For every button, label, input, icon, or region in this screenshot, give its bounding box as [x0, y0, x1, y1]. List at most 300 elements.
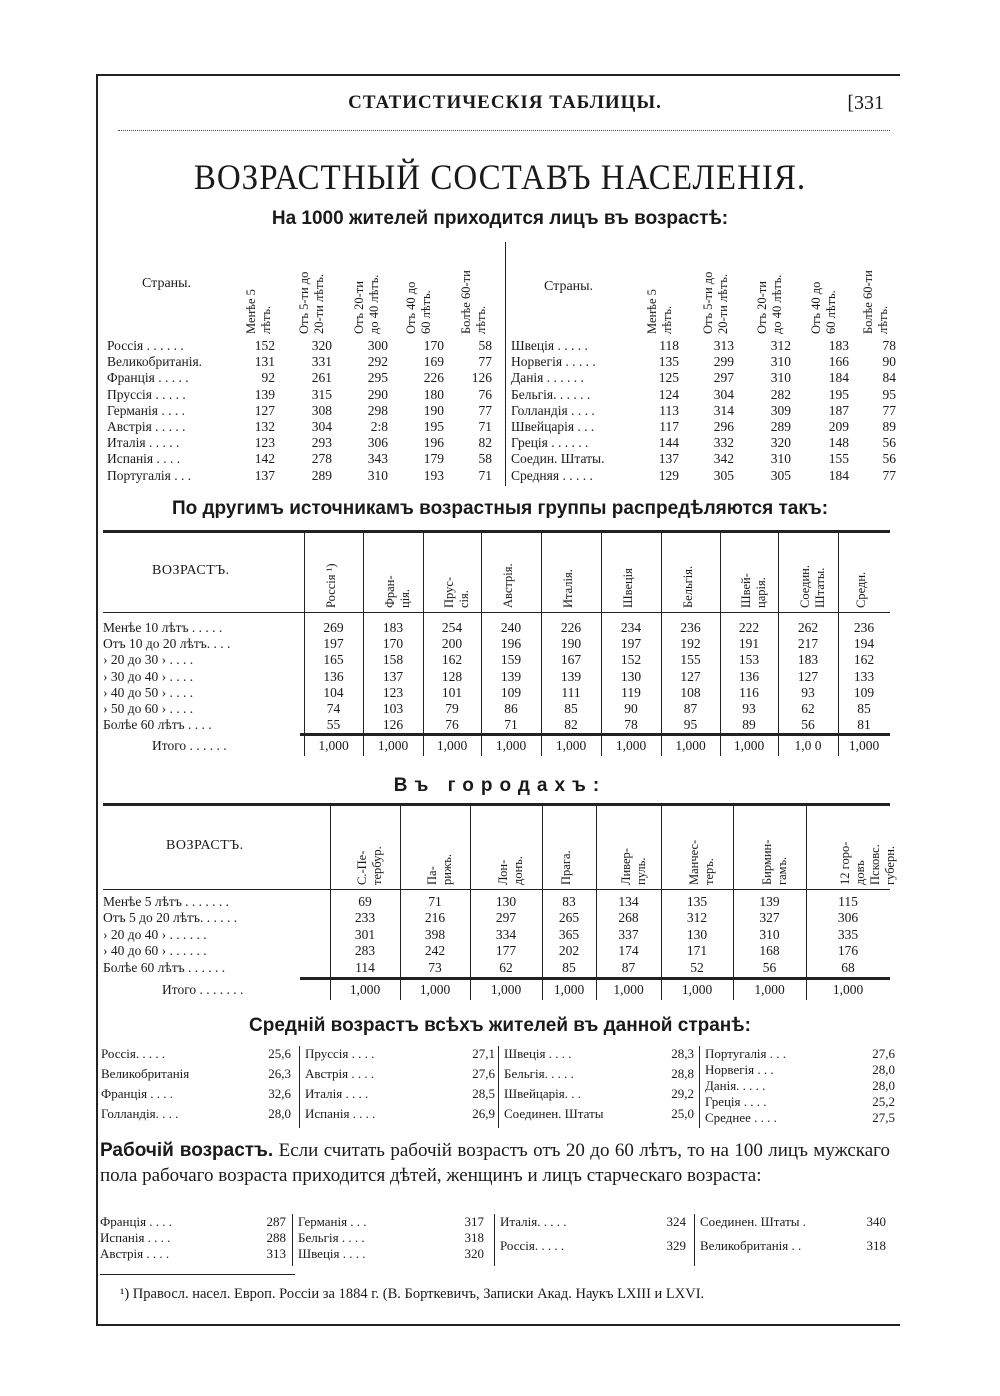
age-value: 313: [713, 338, 734, 353]
list-name: Россія. . . . .: [500, 1238, 565, 1253]
list-name: Австрія . . . .: [100, 1246, 170, 1261]
age-value: 296: [713, 419, 734, 434]
table-value: 87: [621, 959, 636, 975]
list-value: 329: [666, 1238, 686, 1253]
total-value: 1,000: [681, 982, 713, 997]
age-value: 77: [478, 354, 492, 370]
country-name: Норвегія . . . . .: [511, 354, 596, 370]
column-header: Средн.: [854, 571, 868, 608]
table-value: 136: [738, 668, 760, 684]
total-label: Итого . . . . . .: [152, 738, 227, 753]
table-top-rule: [103, 530, 890, 533]
table-value: 262: [797, 620, 819, 635]
age-value: 58: [478, 338, 492, 353]
list-value: 25,2: [872, 1094, 895, 1109]
table-value: 174: [618, 943, 639, 959]
table-value: 104: [323, 684, 344, 700]
table-value: 114: [355, 959, 375, 975]
age-value: 314: [713, 402, 734, 418]
row-label: Болѣе 60 лѣтъ . . . . . .: [103, 959, 226, 975]
age-value: 310: [770, 451, 791, 467]
list-value: 28,0: [268, 1106, 291, 1121]
list-value: 27,1: [472, 1046, 495, 1061]
row-label: › 20 до 40 › . . . . . .: [103, 926, 207, 942]
table-value: 335: [837, 926, 859, 942]
country-name: Швейцарія . . .: [511, 419, 595, 434]
row-label: › 20 до 30 › . . . .: [103, 652, 194, 668]
country-name: Бельгія. . . . . .: [511, 386, 591, 402]
table-value: 83: [562, 894, 576, 909]
age-value: 343: [367, 451, 388, 467]
table-value: 136: [323, 668, 344, 684]
table-value: 337: [618, 926, 639, 942]
footnote: ¹) Правосл. насел. Европ. Россіи за 1884 г. (В. Борткевичъ, Записки Акад. Наукъ LXIII и LXVI.: [120, 1286, 705, 1302]
header-ornament: [118, 124, 890, 131]
list-column-rule: [694, 1214, 695, 1266]
table-value: 197: [620, 636, 642, 652]
list-name: Соединен. Штаты: [504, 1106, 604, 1121]
table-value: 109: [500, 684, 522, 700]
table-value: 52: [690, 959, 704, 975]
country-header-left: Страны.: [142, 276, 192, 291]
table-value: 334: [495, 926, 517, 942]
table-value: 162: [441, 652, 463, 668]
list-name: Франція . . . .: [100, 1214, 173, 1229]
table-value: 153: [738, 652, 760, 668]
age-value: 179: [423, 451, 444, 467]
table-value: 109: [853, 684, 875, 700]
country-name: Пруссія . . . . .: [107, 386, 186, 402]
list-name: Италія . . . .: [305, 1086, 369, 1101]
table-value: 152: [620, 652, 642, 668]
age-value: 187: [828, 402, 849, 418]
table-value: 95: [683, 717, 698, 733]
age-value: 58: [478, 451, 492, 467]
list-name: Бельгія . . . .: [298, 1230, 365, 1245]
list-column-rule: [494, 1214, 495, 1266]
table-value: 301: [354, 926, 376, 942]
age-header-left: Отъ 40 до 60 лѣтъ.: [404, 281, 433, 334]
column-header: Манчес- теръ.: [687, 839, 716, 885]
age-value: 309: [770, 402, 791, 418]
country-name: Швеція . . . . .: [511, 338, 588, 353]
table-value: 155: [680, 652, 701, 668]
list-name: Испанія . . . .: [305, 1106, 376, 1121]
header-bottom-rule: [103, 612, 890, 613]
age-value: 137: [658, 451, 679, 467]
table-value: 168: [759, 943, 780, 959]
list-name: Бельгія. . . . .: [504, 1066, 574, 1081]
avg-age-subtitle: Среднiй возрастъ всѣхъ жителей въ данной странѣ:: [249, 1015, 751, 1036]
list-value: 25,6: [268, 1046, 291, 1061]
table-value: 233: [354, 910, 376, 926]
table-value: 192: [680, 636, 701, 652]
table-value: 165: [323, 652, 344, 668]
country-header-right: Страны.: [544, 279, 594, 294]
age-value: 193: [423, 467, 444, 483]
age-value: 289: [311, 467, 332, 483]
column-header: С.-Пе- тербур.: [355, 846, 384, 885]
list-name: Испанія . . . .: [100, 1230, 171, 1245]
age-value: 77: [882, 467, 896, 483]
table-value: 191: [738, 636, 760, 652]
working-age-lead: Рабочій возрастъ.: [100, 1140, 274, 1161]
table-value: 130: [620, 668, 642, 684]
list-name: Швейцарія. . .: [504, 1086, 581, 1101]
page-number: [331: [847, 92, 884, 114]
table-value: 158: [382, 652, 404, 668]
age-value: 135: [658, 354, 679, 370]
table-value: 176: [837, 943, 859, 959]
table-value: 134: [618, 894, 639, 909]
table-value: 87: [683, 701, 698, 716]
age-value: 142: [254, 451, 275, 467]
list-column-rule: [299, 1046, 300, 1128]
column-header: Австрія.: [501, 563, 515, 608]
table-value: 68: [841, 959, 855, 975]
table-value: 85: [562, 959, 576, 975]
age-value: 297: [713, 370, 734, 386]
list-name: Данія. . . . .: [705, 1078, 766, 1093]
row-label: Отъ 10 до 20 лѣтъ. . . .: [103, 636, 231, 652]
list-name: Великобританія: [101, 1066, 190, 1081]
table-value: 197: [323, 636, 344, 652]
age-value: 278: [311, 451, 332, 467]
table1-subtitle: На 1000 жителей приходится лицъ въ возрастѣ:: [271, 208, 729, 229]
table-value: 242: [424, 943, 446, 959]
table-value: 82: [564, 717, 578, 733]
age-value: 295: [367, 370, 388, 386]
table-value: 76: [445, 717, 459, 733]
table-value: 86: [504, 701, 518, 716]
country-name: Данія . . . . . .: [511, 370, 584, 386]
column-header: Бельгія.: [680, 565, 695, 608]
total-value: 1,0 0: [794, 738, 822, 753]
age-value: 306: [367, 435, 388, 451]
age-value: 289: [770, 419, 791, 434]
list-value: 324: [666, 1214, 686, 1229]
country-name: Франція . . . . .: [107, 370, 189, 386]
age-value: 299: [713, 354, 734, 370]
table-value: 93: [742, 701, 756, 716]
age-column-header: ВОЗРАСТЪ.: [166, 838, 244, 853]
header-bottom-rule: [103, 889, 890, 890]
table-value: 130: [495, 894, 517, 909]
column-header: Па- рижъ.: [425, 854, 454, 885]
age-value: 170: [423, 338, 444, 353]
table-value: 56: [762, 959, 777, 975]
age-value: 127: [254, 402, 275, 418]
age-header-left: Менѣе 5 лѣтъ.: [244, 289, 273, 334]
table-value: 297: [495, 910, 517, 926]
page-title: ВОЗРАСТНЫЙ СОСТАВЪ НАСЕЛЕНІЯ.: [193, 158, 807, 198]
total-value: 1,000: [555, 738, 587, 753]
age-header-right: Отъ 20-ти до 40 лѣтъ.: [755, 274, 784, 334]
list-value: 287: [266, 1214, 286, 1229]
table-value: 177: [495, 943, 517, 959]
age-value: 78: [882, 338, 896, 353]
list-value: 26,3: [268, 1066, 291, 1081]
country-name: Испанія . . . .: [107, 451, 181, 467]
table-value: 135: [686, 894, 708, 909]
age-value: 129: [658, 467, 679, 483]
age-value: 298: [367, 402, 388, 418]
age-value: 144: [658, 435, 679, 451]
column-header: Фран- ція.: [383, 575, 412, 608]
age-header-left: Отъ 20-ти до 40 лѣтъ.: [352, 274, 381, 334]
column-header: Прага.: [559, 850, 573, 885]
list-value: 26,9: [472, 1106, 495, 1121]
list-value: 27,5: [872, 1110, 895, 1125]
age-header-right: Отъ 5-ти до 20-ти лѣтъ.: [701, 271, 730, 334]
table-value: 62: [499, 959, 513, 975]
table-value: 226: [560, 620, 582, 635]
table-value: 265: [558, 910, 580, 926]
age-value: 183: [828, 338, 849, 353]
age-value: 139: [254, 386, 275, 402]
total-rule: [300, 733, 890, 736]
list-name: Франція . . . .: [101, 1086, 174, 1101]
table-value: 167: [560, 652, 582, 668]
list-name: Великобританія . .: [700, 1238, 802, 1253]
age-value: 342: [713, 451, 734, 467]
table-value: 310: [759, 926, 780, 942]
age-value: 166: [828, 354, 849, 370]
table-value: 269: [323, 620, 344, 635]
table-value: 119: [621, 684, 641, 700]
age-value: 332: [713, 435, 734, 451]
age-value: 126: [471, 370, 492, 386]
age-value: 71: [478, 419, 492, 434]
table-value: 55: [326, 717, 341, 733]
total-value: 1,000: [377, 738, 409, 753]
table-value: 126: [382, 717, 404, 733]
table-value: 71: [504, 717, 518, 733]
country-name: Соедин. Штаты.: [511, 451, 605, 467]
age-value: 123: [254, 435, 275, 451]
table-value: 236: [853, 620, 875, 635]
list-value: 28,5: [472, 1086, 495, 1101]
age-header-right: Болѣе 60-ти лѣтъ.: [861, 270, 890, 334]
table-value: 123: [382, 684, 404, 700]
list-name: Италія. . . . .: [500, 1214, 567, 1229]
row-label: Отъ 5 до 20 лѣтъ. . . . . .: [103, 910, 238, 926]
table-value: 127: [797, 668, 819, 684]
age-value: 84: [882, 370, 896, 386]
list-value: 28,3: [671, 1046, 694, 1061]
table-value: 115: [838, 894, 858, 909]
table-value: 234: [620, 620, 642, 635]
age-value: 226: [423, 370, 444, 386]
column-header: Ливер- пуль.: [618, 848, 648, 885]
table-value: 93: [801, 684, 815, 700]
table-value: 159: [500, 652, 522, 668]
column-header: Швей- царія.: [739, 573, 768, 608]
table-value: 81: [857, 717, 871, 733]
age-value: 117: [659, 419, 679, 434]
page-header: [120, 92, 890, 118]
table-value: 85: [564, 701, 578, 716]
list-name: Португалія . . .: [705, 1046, 787, 1061]
age-value: 148: [828, 435, 849, 451]
total-value: 1,000: [349, 982, 381, 997]
table-value: 283: [354, 943, 376, 959]
column-header: Россія ¹): [323, 563, 338, 608]
age-value: 190: [423, 402, 444, 418]
list-value: 28,8: [671, 1066, 694, 1081]
table-value: 127: [680, 668, 701, 684]
row-label: Менѣе 10 лѣтъ . . . . .: [103, 620, 223, 635]
age-value: 2:8: [370, 419, 388, 434]
table-value: 171: [686, 943, 708, 959]
total-rule: [300, 977, 890, 980]
table-value: 194: [853, 636, 875, 652]
table-value: 254: [441, 620, 463, 635]
age-column-header: ВОЗРАСТЪ.: [152, 563, 230, 578]
column-header: Лон- донъ.: [496, 856, 525, 885]
list-value: 318: [866, 1238, 886, 1253]
table-value: 108: [680, 684, 701, 700]
age-value: 184: [828, 467, 849, 483]
country-name: Португалія . . .: [107, 467, 192, 483]
age-value: 290: [367, 386, 388, 402]
list-value: 32,6: [268, 1086, 291, 1101]
age-value: 305: [713, 467, 734, 483]
table-value: 190: [560, 636, 582, 652]
age-value: 152: [254, 338, 275, 353]
total-value: 1,000: [553, 982, 585, 997]
table-value: 62: [801, 701, 815, 716]
age-value: 169: [423, 354, 444, 370]
list-name: Голландія. . . .: [101, 1106, 179, 1121]
age-header-left: Болѣе 60-ти лѣтъ.: [459, 270, 488, 334]
list-name: Швеція . . . .: [298, 1246, 366, 1261]
table-value: 240: [500, 620, 522, 635]
table-value: 139: [759, 894, 780, 909]
age-value: 305: [770, 467, 791, 483]
table-value: 398: [424, 926, 446, 942]
age-value: 180: [423, 386, 444, 402]
age-value: 89: [882, 419, 896, 434]
age-value: 331: [311, 354, 332, 370]
table-value: 116: [739, 684, 759, 700]
list-value: 313: [266, 1246, 286, 1261]
row-label: › 30 до 40 › . . . .: [103, 668, 194, 684]
age-value: 196: [423, 435, 444, 451]
age-value: 71: [478, 467, 492, 483]
age-value: 95: [882, 386, 896, 402]
table-value: 128: [441, 668, 463, 684]
total-value: 1,000: [675, 738, 706, 753]
table-value: 69: [358, 894, 372, 909]
total-value: 1,000: [495, 738, 527, 753]
list-value: 317: [464, 1214, 484, 1229]
age-value: 77: [478, 402, 492, 418]
age-value: 90: [882, 354, 896, 370]
list-value: 29,2: [671, 1086, 694, 1101]
row-label: › 40 до 60 › . . . . . .: [103, 943, 207, 959]
list-value: 318: [464, 1230, 484, 1245]
list-column-rule: [699, 1046, 700, 1128]
table-value: 89: [742, 717, 756, 733]
column-header: Италія.: [561, 569, 575, 608]
country-name: Италія . . . . .: [107, 435, 180, 451]
table-value: 268: [618, 910, 639, 926]
column-header: Соедин. Штаты.: [798, 565, 827, 608]
table-value: 200: [441, 636, 463, 652]
table-value: 170: [382, 636, 404, 652]
age-value: 304: [713, 386, 734, 402]
table-value: 71: [428, 894, 442, 909]
list-column-rule: [498, 1046, 499, 1128]
age-value: 82: [478, 435, 492, 451]
age-value: 310: [367, 467, 388, 483]
list-value: 27,6: [872, 1046, 895, 1061]
list-value: 27,6: [472, 1066, 495, 1081]
row-label: Менѣе 5 лѣтъ . . . . . . .: [103, 894, 230, 909]
table3-subtitle: Въ городахъ:: [393, 775, 607, 796]
table-value: 90: [624, 701, 638, 716]
row-label: › 40 до 50 › . . . .: [103, 684, 194, 700]
age-value: 155: [828, 451, 849, 467]
age-value: 56: [882, 451, 896, 467]
table-value: 74: [326, 701, 341, 716]
age-value: 209: [828, 419, 849, 434]
age-value: 282: [770, 386, 791, 402]
list-name: Швеція . . . .: [504, 1046, 572, 1061]
total-value: 1,000: [848, 738, 880, 753]
age-value: 56: [882, 435, 896, 451]
age-header-right: Отъ 40 до 60 лѣтъ.: [809, 281, 838, 334]
working-age-paragraph: [100, 1138, 890, 1188]
age-value: 320: [311, 338, 332, 353]
total-value: 1,000: [613, 982, 644, 997]
list-name: Греція . . . .: [705, 1094, 767, 1109]
row-label: › 50 до 60 › . . . .: [103, 701, 194, 716]
age-value: 308: [311, 402, 332, 418]
table-value: 103: [382, 701, 404, 716]
total-value: 1,000: [615, 738, 647, 753]
country-name: Голландія . . . .: [511, 402, 595, 418]
table-value: 85: [857, 701, 871, 716]
age-value: 184: [828, 370, 849, 386]
table-value: 202: [558, 943, 580, 959]
table1-divider: [505, 242, 506, 486]
table2-subtitle: По другимъ источникамъ возрастныя группы распредѣляются такъ:: [171, 498, 829, 519]
country-name: Австрія . . . . .: [107, 419, 186, 434]
table-value: 312: [686, 910, 708, 926]
table-value: 111: [561, 684, 581, 700]
age-value: 312: [770, 338, 791, 353]
list-name: Норвегія . . .: [705, 1062, 774, 1077]
list-name: Австрія . . . .: [305, 1066, 375, 1081]
age-value: 300: [367, 338, 388, 353]
table-value: 56: [801, 717, 815, 733]
age-value: 293: [311, 435, 332, 451]
table-value: 327: [759, 910, 780, 926]
list-value: 28,0: [872, 1078, 895, 1093]
country-name: Россія . . . . . .: [107, 338, 184, 353]
age-value: 310: [770, 354, 791, 370]
list-value: 25,0: [671, 1106, 694, 1121]
total-value: 1,000: [419, 982, 451, 997]
column-header: Швеція: [621, 568, 635, 608]
list-column-rule: [292, 1214, 293, 1266]
table-value: 306: [837, 910, 859, 926]
table-value: 216: [424, 910, 446, 926]
age-value: 131: [254, 354, 275, 370]
age-value: 310: [770, 370, 791, 386]
